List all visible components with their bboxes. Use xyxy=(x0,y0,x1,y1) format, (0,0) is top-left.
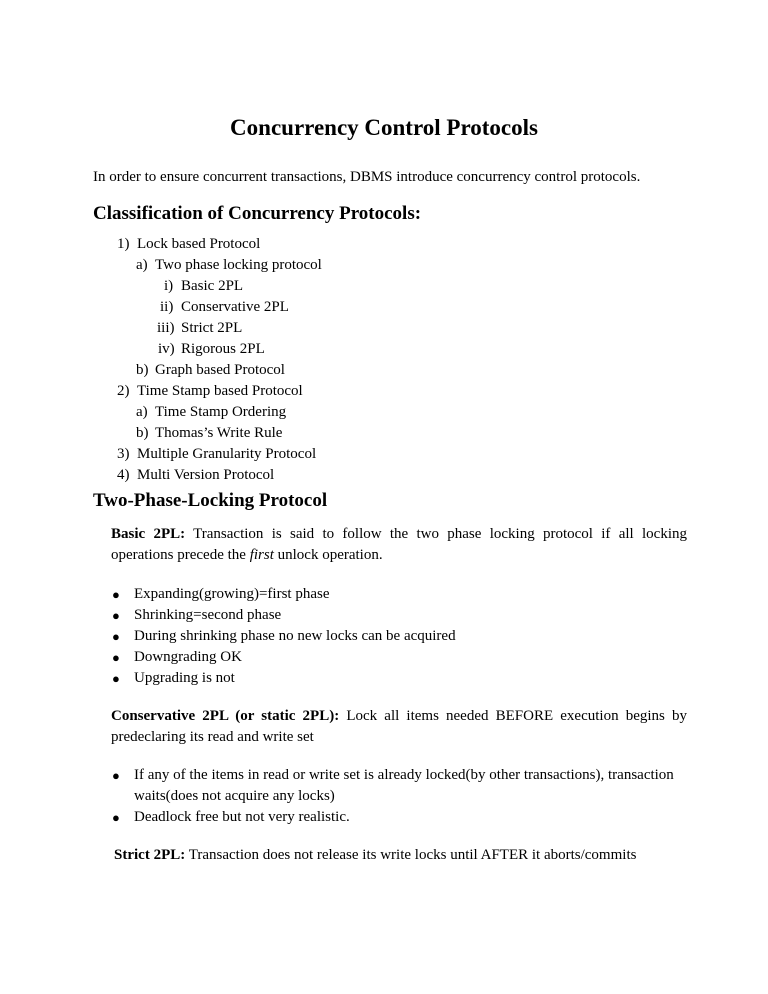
bullet-icon: ● xyxy=(112,768,120,783)
basic-2pl-label: Basic 2PL: xyxy=(111,526,186,542)
bullet-icon: ● xyxy=(112,587,120,602)
intro-paragraph: In order to ensure concurrent transactions, DBMS introduce concurrency control protocols. xyxy=(93,169,641,185)
basic-2pl-paragraph: Basic 2PL: Transaction is said to follow the two phase locking protocol if all locking operations precede the first unlock operation. xyxy=(111,526,687,563)
bullet-icon: ● xyxy=(112,650,120,665)
list-item: ● If any of the items in read or write set is already locked(by other transactions), transaction waits(does not acquire any locks) xyxy=(112,767,674,804)
outline-item: i) Basic 2PL xyxy=(164,278,244,294)
conservative-2pl-paragraph: Conservative 2PL (or static 2PL): Lock all items needed BEFORE execution begins by predeclaring its read and write set xyxy=(111,708,687,745)
list-item: ● Expanding(growing)=first phase xyxy=(134,584,330,605)
list-item: ● Downgrading OK xyxy=(134,647,242,668)
first-emphasis: first xyxy=(249,547,274,563)
classification-heading: Classification of Concurrency Protocols: xyxy=(93,203,422,224)
outline-item: iii) Strict 2PL xyxy=(157,320,243,336)
bullet-icon: ● xyxy=(112,810,120,825)
strict-2pl-paragraph: Strict 2PL: Transaction does not release its write locks until AFTER it aborts/commits xyxy=(114,847,637,863)
list-item: ● Shrinking=second phase xyxy=(134,605,281,626)
page-title: Concurrency Control Protocols xyxy=(230,115,538,140)
outline-item: 4) Multi Version Protocol xyxy=(117,467,275,483)
list-item: ● During shrinking phase no new locks can be acquired xyxy=(134,626,456,647)
outline-item: 2) Time Stamp based Protocol xyxy=(117,383,303,399)
list-item: ● Deadlock free but not very realistic. xyxy=(134,807,350,828)
outline-item: b) Thomas’s Write Rule xyxy=(136,425,283,441)
conservative-2pl-label: Conservative 2PL (or static 2PL): xyxy=(111,708,340,724)
bullet-icon: ● xyxy=(112,608,120,623)
two-phase-locking-heading: Two-Phase-Locking Protocol xyxy=(93,490,328,511)
outline-item: a) Time Stamp Ordering xyxy=(136,404,287,420)
outline-item: 3) Multiple Granularity Protocol xyxy=(117,446,317,462)
outline-item: 1) Lock based Protocol xyxy=(117,236,261,252)
bullet-icon: ● xyxy=(112,671,120,686)
list-item: ● Upgrading is not xyxy=(134,668,235,689)
outline-item: ii) Conservative 2PL xyxy=(160,299,289,315)
outline-item: a) Two phase locking protocol xyxy=(136,257,322,273)
outline-item: b) Graph based Protocol xyxy=(136,362,285,378)
outline-item: iv) Rigorous 2PL xyxy=(158,341,265,357)
bullet-icon: ● xyxy=(112,629,120,644)
strict-2pl-label: Strict 2PL: xyxy=(114,847,186,863)
